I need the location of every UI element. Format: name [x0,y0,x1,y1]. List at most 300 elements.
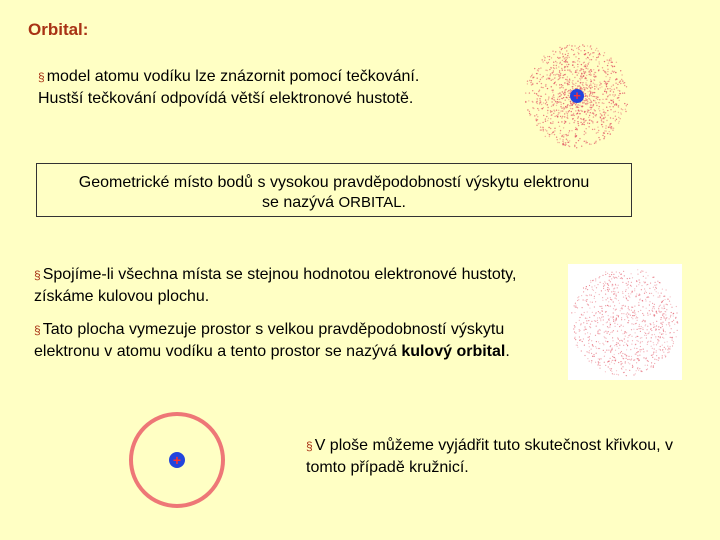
sphere-dot [587,311,588,312]
sphere-dot [619,340,620,341]
sphere-dot [621,319,622,320]
sphere-dot [587,304,588,305]
sphere-dot [589,294,590,295]
sphere-dot [612,285,613,286]
sphere-dot [617,346,618,347]
sphere-dot [665,348,666,349]
density-dot [587,88,588,89]
density-dot [567,69,568,70]
density-dot [575,104,576,105]
density-dot [598,54,599,55]
sphere-dot [611,274,612,275]
density-dot [525,92,526,93]
sphere-dot [623,297,624,298]
density-dot [596,98,597,99]
sphere-dot [602,343,603,344]
sphere-dot [654,363,655,364]
density-dot [585,100,586,101]
density-dot [595,76,596,77]
sphere-dot [659,311,660,312]
density-dot [564,67,565,68]
density-dot [579,138,580,139]
sphere-dot [640,298,641,299]
sphere-dot [644,320,645,321]
density-dot [613,118,614,119]
density-dot [599,84,600,85]
density-dot [605,71,606,72]
sphere-dot [604,281,605,282]
sphere-dot [613,276,614,277]
sphere-dot [670,346,671,347]
sphere-dot [628,335,629,336]
sphere-dot [646,292,647,293]
sphere-dot [630,285,631,286]
density-dot [561,48,562,49]
sphere-dot [647,365,648,366]
density-dot [619,81,620,82]
sphere-dot [647,326,648,327]
sphere-dot [662,324,663,325]
sphere-dot [670,337,671,338]
density-dot [562,135,563,136]
intro-line-1: model atomu vodíku lze znázornit pomocí tečkování. [46,68,420,85]
density-dot [624,85,625,86]
sphere-dot [604,332,605,333]
density-dot [570,89,571,90]
sphere-dot [654,304,655,305]
sphere-dot [581,323,582,324]
sphere-dot [632,277,633,278]
sphere-dot [641,270,642,271]
sphere-dot [619,326,620,327]
density-dot [591,101,592,102]
density-dot [551,57,552,58]
density-dot [552,91,553,92]
sphere-dot [647,313,648,314]
sphere-dot [663,305,664,306]
sphere-dot [673,343,674,344]
density-dot [573,113,574,114]
density-dot [563,108,564,109]
sphere-dot [616,298,617,299]
dot-density-image [522,42,632,152]
sphere-dot [579,329,580,330]
sphere-dot [628,281,629,282]
density-dot [595,142,596,143]
sphere-dot [621,317,622,318]
density-dot [536,120,537,121]
density-dot [595,59,596,60]
density-dot [607,59,608,60]
sphere-dot [622,282,623,283]
density-dot [531,84,532,85]
sphere-dot [628,306,629,307]
sphere-dot [640,331,641,332]
sphere-dot [627,359,628,360]
sphere-dot [669,332,670,333]
sphere-dot [631,323,632,324]
density-dot [624,103,625,104]
density-dot [547,70,548,71]
density-dot [561,86,562,87]
density-dot [543,56,544,57]
density-dot [559,101,560,102]
sphere-dot [612,317,613,318]
sphere-dot [619,303,620,304]
sphere-dot [653,366,654,367]
density-dot [545,136,546,137]
sphere-dot [618,362,619,363]
density-dot [577,118,578,119]
sphere-dot [626,289,627,290]
density-dot [548,118,549,119]
sphere-dot [583,299,584,300]
density-dot [545,85,546,86]
sphere-dot [659,297,660,298]
density-dot [556,105,557,106]
sphere-dot [663,316,664,317]
sphere-dot [638,311,639,312]
sphere-dot [660,319,661,320]
density-dot [588,52,589,53]
density-dot [602,135,603,136]
density-dot [565,89,566,90]
sphere-dot [575,339,576,340]
density-dot [575,56,576,57]
sphere-dot [643,351,644,352]
density-dot [555,61,556,62]
density-dot [581,64,582,65]
sphere-dot [589,317,590,318]
density-dot [590,112,591,113]
density-dot [559,126,560,127]
sphere-dot [659,306,660,307]
density-dot [549,75,550,76]
sphere-dot [614,323,615,324]
density-dot [622,80,623,81]
density-dot [537,78,538,79]
sphere-dot [653,354,654,355]
density-dot [559,99,560,100]
density-dot [589,107,590,108]
density-dot [580,79,581,80]
density-dot [576,103,577,104]
sphere-dot [623,326,624,327]
density-dot [577,66,578,67]
density-dot [612,94,613,95]
sphere-dot [667,352,668,353]
density-dot [595,50,596,51]
density-dot [549,136,550,137]
density-dot [552,90,553,91]
density-dot [575,110,576,111]
density-dot [604,61,605,62]
sphere-dot [663,308,664,309]
sphere-dot [612,337,613,338]
sphere-dot [664,347,665,348]
density-dot [552,72,553,73]
density-dot [592,92,593,93]
sphere-dot [653,306,654,307]
sphere-dot [673,341,674,342]
density-dot [581,78,582,79]
density-dot [565,142,566,143]
density-dot [543,102,544,103]
density-dot [559,87,560,88]
density-dot [562,110,563,111]
density-dot [568,132,569,133]
sphere-dot [586,351,587,352]
sphere-dot [672,321,673,322]
sphere-dot [640,342,641,343]
sphere-dot [579,320,580,321]
sphere-dot [598,341,599,342]
sphere-dot [616,318,617,319]
sphere-dot [628,322,629,323]
sphere-dot [609,289,610,290]
density-dot [594,92,595,93]
density-dot [563,93,564,94]
sphere-dot [636,323,637,324]
sphere-dot [595,280,596,281]
sphere-dot [632,312,633,313]
density-dot [576,69,577,70]
density-dot [551,106,552,107]
density-dot [563,107,564,108]
density-dot [611,100,612,101]
density-dot [586,85,587,86]
density-dot [618,107,619,108]
sphere-dot [596,287,597,288]
density-dot [539,98,540,99]
sphere-dot [671,312,672,313]
curve-paragraph [306,435,686,478]
density-dot [601,121,602,122]
sphere-dot [675,317,676,318]
density-dot [527,109,528,110]
sphere-dot [614,345,615,346]
density-dot [586,103,587,104]
density-dot [618,122,619,123]
density-dot [625,111,626,112]
sphere-dot [610,346,611,347]
density-dot [588,126,589,127]
density-dot [616,79,617,80]
sphere-dot [574,327,575,328]
density-dot [597,127,598,128]
sphere-dot [584,345,585,346]
sphere-dot [626,355,627,356]
sphere-dot [652,311,653,312]
sphere-dot [608,327,609,328]
sphere-dot [664,317,665,318]
sphere-dot [661,307,662,308]
density-dot [541,77,542,78]
density-dot [567,80,568,81]
density-dot [606,120,607,121]
density-dot [564,61,565,62]
density-dot [567,76,568,77]
sphere-dot [584,355,585,356]
density-dot [575,85,576,86]
density-dot [575,133,576,134]
sphere-dot [615,298,616,299]
sphere-dot [652,334,653,335]
density-dot [569,45,570,46]
sphere-dot [634,290,635,291]
sphere-dot [602,297,603,298]
sphere-dot [651,293,652,294]
density-dot [555,51,556,52]
sphere-dot [595,346,596,347]
sphere-dot [658,309,659,310]
sphere-dot [581,295,582,296]
sphere-dot [657,281,658,282]
sphere-dot [635,318,636,319]
density-dot [589,54,590,55]
sphere-dot [639,326,640,327]
density-dot [554,68,555,69]
density-dot [601,118,602,119]
sphere-dot [636,316,637,317]
sphere-dot [671,328,672,329]
density-dot [571,115,572,116]
sphere-dot [622,353,623,354]
density-dot [536,93,537,94]
sphere-dot [592,280,593,281]
sphere-dot [602,300,603,301]
density-dot [548,127,549,128]
sphere-dot [576,345,577,346]
density-dot [576,72,577,73]
density-dot [552,121,553,122]
sphere-dot [651,365,652,366]
sphere-dot [608,341,609,342]
sphere-dot [646,272,647,273]
density-dot [566,97,567,98]
density-dot [561,98,562,99]
density-dot [613,91,614,92]
density-dot [580,50,581,51]
sphere-dot [636,293,637,294]
density-dot [558,93,559,94]
sphere-dot [667,341,668,342]
sphere-dot [647,329,648,330]
sphere-dot [631,282,632,283]
sphere-dot [672,340,673,341]
sphere-dot [594,315,595,316]
density-dot [583,75,584,76]
density-dot [608,126,609,127]
sphere-dot [626,283,627,284]
sphere-dot [635,344,636,345]
sphere-dot [584,312,585,313]
sphere-dot [605,352,606,353]
density-dot [534,115,535,116]
sphere-dot [628,308,629,309]
sphere-dot [629,309,630,310]
density-dot [529,111,530,112]
density-dot [536,114,537,115]
density-dot [621,79,622,80]
sphere-dot [666,289,667,290]
sphere-dot [603,283,604,284]
density-dot [553,62,554,63]
density-dot [558,74,559,75]
sphere-dot [588,340,589,341]
sphere-dot [650,329,651,330]
sphere-dot [621,274,622,275]
sphere-dot [667,304,668,305]
sphere-dot [626,344,627,345]
sphere-dot [647,284,648,285]
density-dot [587,101,588,102]
sphere-dot [646,308,647,309]
sphere-dot [592,312,593,313]
sphere-dot [637,317,638,318]
density-dot [589,143,590,144]
sphere-dot [659,295,660,296]
sphere-dot [574,331,575,332]
sphere-dot [616,344,617,345]
density-dot [529,113,530,114]
density-dot [579,78,580,79]
sphere-dot [616,319,617,320]
sphere-dot [597,333,598,334]
density-dot [576,113,577,114]
sphere-dot [636,281,637,282]
density-dot [585,142,586,143]
density-dot [564,70,565,71]
density-dot [607,115,608,116]
sphere-dot [635,332,636,333]
sphere-dot [623,313,624,314]
density-dot [545,94,546,95]
sphere-dot [664,355,665,356]
sphere-dot [654,289,655,290]
density-dot [560,130,561,131]
density-dot [548,98,549,99]
sphere-dot [573,328,574,329]
density-dot [558,75,559,76]
density-dot [610,127,611,128]
sphere-dot [663,306,664,307]
density-dot [611,59,612,60]
sphere-dot [656,313,657,314]
density-dot [567,118,568,119]
density-dot [609,94,610,95]
sphere-dot [631,310,632,311]
sphere-dot [653,324,654,325]
sphere-dot [626,297,627,298]
density-dot [625,109,626,110]
sphere-dot [645,278,646,279]
sphere-dot [643,276,644,277]
density-dot [615,72,616,73]
density-dot [603,121,604,122]
sphere-dot [617,337,618,338]
density-dot [554,128,555,129]
sphere-dot [676,306,677,307]
density-dot [620,93,621,94]
sphere-dot [615,359,616,360]
density-dot [565,54,566,55]
density-dot [564,123,565,124]
density-dot [561,121,562,122]
sphere-dot [642,329,643,330]
sphere-dot [597,320,598,321]
density-dot [553,104,554,105]
